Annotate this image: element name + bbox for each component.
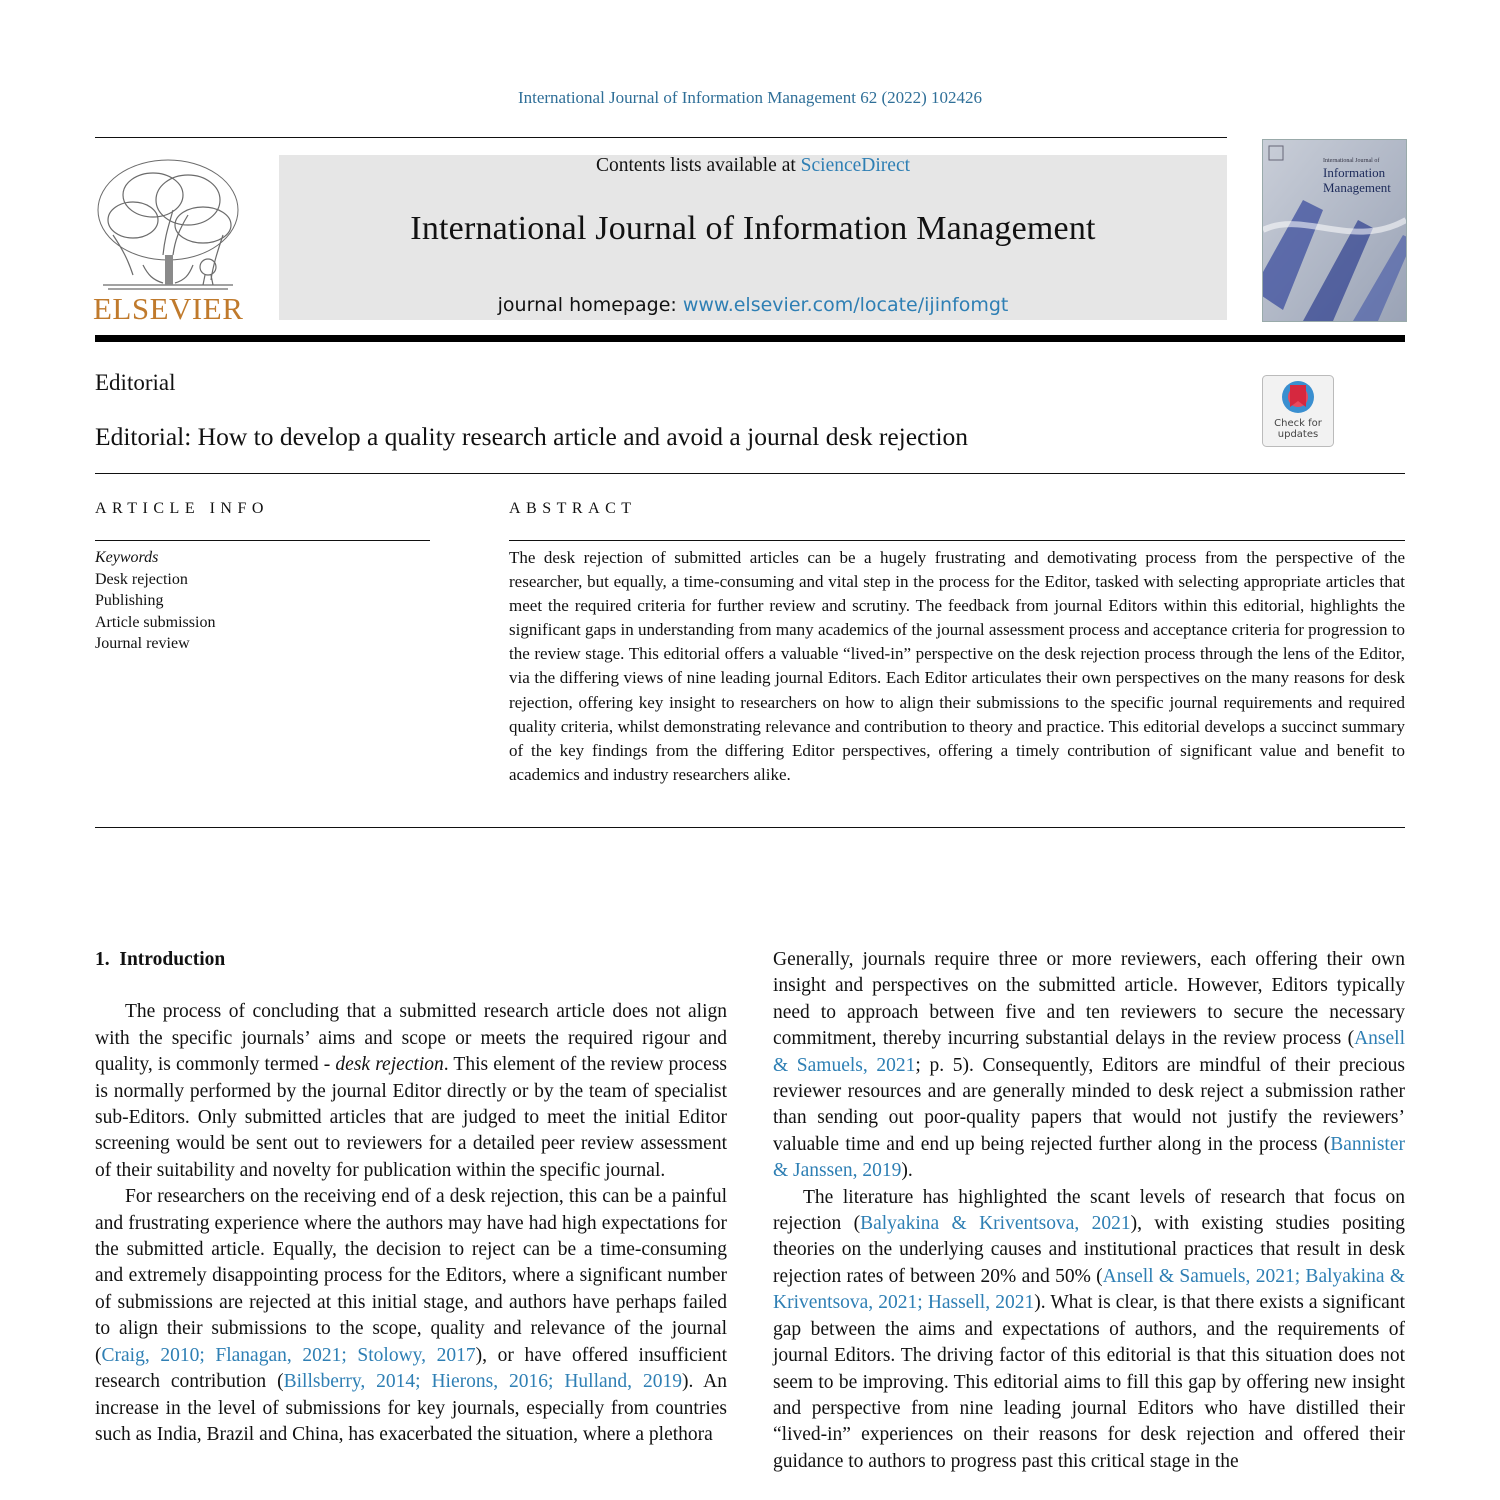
title-rule bbox=[95, 473, 1405, 474]
article-title: Editorial: How to develop a quality research article and avoid a journal desk rejection bbox=[95, 422, 969, 451]
check-for-updates-button[interactable] bbox=[1262, 375, 1334, 447]
keyword-item: Article submission bbox=[95, 613, 216, 631]
citation-link[interactable]: Balyakina & Kriventsova, 2021 bbox=[860, 1213, 1131, 1235]
abstract-heading: ABSTRACT bbox=[509, 500, 637, 517]
cover-title-line1: Information bbox=[1323, 165, 1386, 180]
section-number: 1. bbox=[95, 949, 110, 970]
section-title: Introduction bbox=[119, 949, 226, 970]
contents-line bbox=[279, 155, 1227, 177]
keywords-block bbox=[95, 547, 215, 655]
citation-link[interactable]: Billsberry, 2014; Hierons, 2016; Hulland, 2019 bbox=[283, 1371, 682, 1393]
article-info-rule bbox=[95, 540, 430, 541]
keyword-item: Desk rejection bbox=[95, 570, 188, 588]
sciencedirect-link[interactable]: ScienceDirect bbox=[800, 155, 911, 176]
paragraph-text: ). An increase in the level of submissions for key journals, especially from countries such as India, Brazil and China, has exacerbated the situation, where a plethora bbox=[95, 1371, 728, 1445]
paragraph bbox=[95, 1184, 727, 1448]
paragraph-text: The process of concluding that a submitted research article does not align with the specific journals’ aims and scope or meets the required rigour and quality, is commonly termed - bbox=[95, 1001, 727, 1076]
keyword-item: Journal review bbox=[95, 635, 190, 652]
cover-title-line2: Management bbox=[1323, 180, 1391, 195]
homepage-line bbox=[279, 294, 1227, 316]
top-rule bbox=[95, 137, 1227, 138]
body-column-right bbox=[773, 947, 1405, 1475]
cover-small-title: International Journal of bbox=[1323, 158, 1380, 164]
elsevier-logo[interactable] bbox=[93, 155, 244, 326]
check-updates-line1: Check for bbox=[1274, 418, 1322, 429]
paragraph-text: ), with existing studies positing theories on the underlying causes and institutional practices that result in desk rejection rates of between 20% and 50% ( bbox=[773, 1213, 1405, 1287]
publisher-wordmark: ELSEVIER bbox=[93, 291, 244, 326]
abstract-bottom-rule bbox=[95, 827, 1405, 828]
paragraph-text: ). What is clear, is that there exists a significant gap between the aims and expectations of authors, and the requirements of journal Editors. The driving factor of this editorial is that this situation does not seem to be improving. This editorial aims to fill this gap by offering new insight and perspective from nine leading journal Editors who have distilled their “lived-in” experiences on their reasons for desk rejection and offered their guidance to authors to progress past this critical stage in the bbox=[773, 1292, 1405, 1472]
paragraph bbox=[773, 1185, 1405, 1475]
homepage-link[interactable]: www.elsevier.com/locate/ijinfomgt bbox=[682, 294, 1009, 316]
paragraph bbox=[95, 999, 727, 1184]
citation-link[interactable]: Ansell & Samuels, 2021 bbox=[773, 1028, 1405, 1076]
abstract-rule bbox=[509, 540, 1405, 541]
article-type: Editorial bbox=[95, 370, 176, 395]
article-info-heading: ARTICLE INFO bbox=[95, 500, 269, 517]
homepage-prefix: journal homepage: bbox=[497, 294, 683, 316]
paragraph bbox=[773, 947, 1405, 1185]
citation-link[interactable]: Ansell & Samuels, 2021; Balyakina & Kriventsova, 2021; Hassell, 2021 bbox=[773, 1265, 1405, 1314]
keyword-item: Publishing bbox=[95, 592, 164, 609]
paragraph-text: ; p. 5). Consequently, Editors are mindful of their precious reviewer resources and are generally minded to desk reject a submission rather than sending out poor-quality papers that would not justify the reviewers’ valuable time and end up being rejected further along in the process ( bbox=[773, 1054, 1405, 1155]
journal-cover-thumbnail[interactable] bbox=[1262, 139, 1407, 322]
paragraph-text: . This element of the review process is normally performed by the journal Editor directly or by the team of specialist sub-Editors. Only submitted articles that are judged to meet the initial Editor screening would be sent out to reviewers for a detailed peer review assessment of their suitability and novelty for publication within the specific journal. bbox=[95, 1054, 728, 1181]
running-head[interactable]: International Journal of Information Management 62 (2022) 102426 bbox=[517, 88, 983, 107]
abstract-text: The desk rejection of submitted articles can be a hugely frustrating and demotivating process from the perspective of the researcher, but equally, a time-consuming and vital step in the process for the Editor, tasked with selecting appropriate articles that meet the required criteria for further review and scrutiny. The feedback from journal Editors within this editorial, highlights the significant gaps in understanding from many academics of the journal assessment process and acceptance criteria for progression to the review stage. This editorial offers a valuable “lived-in” perspective on the desk rejection process through the lens of the Editor, via the differing views of nine leading journal Editors. Each Editor articulates their own perspectives on the many reasons for desk rejection, offering key insight to researchers on how to align their submissions to the specific journal requirements and required quality criteria, whilst demonstrating relevance and contribution to theory and practice. This editorial develops a succinct summary of the key findings from the differing Editor perspectives, offering a timely contribution of significant value and benefit to academics and industry researchers alike. bbox=[509, 548, 1405, 784]
paragraph-text: The literature has highlighted the scant levels of research that focus on rejection ( bbox=[773, 1186, 1405, 1235]
paragraph-text: Generally, journals require three or more reviewers, each offering their own insight and perspectives on the submitted article. However, Editors typically need to approach between five and ten reviewers to secure the necessary commitment, thereby incurring substantial delays in the review process ( bbox=[773, 949, 1405, 1050]
citation-link[interactable]: Bannister & Janssen, 2019 bbox=[773, 1133, 1405, 1182]
header-thick-rule bbox=[95, 335, 1405, 342]
paragraph-text: For researchers on the receiving end of a desk rejection, this can be a painful and frustrating experience where the authors may have had high expectations for the submitted article. Equally, the decision to reject can be a time-consuming and extremely disappointing process for the Editors, where a significant number of submissions are rejected at this initial stage, and authors have perhaps failed to align their submissions to the scope, quality and relevance of the journal ( bbox=[95, 1186, 727, 1366]
paragraph-text: ). bbox=[901, 1160, 913, 1182]
journal-title: International Journal of Information Management bbox=[410, 210, 1096, 247]
paragraph-text: ), or have offered insufficient research contribution ( bbox=[95, 1344, 727, 1393]
section-heading bbox=[95, 947, 727, 973]
body-column-left bbox=[95, 947, 727, 1448]
citation-link[interactable]: Craig, 2010; Flanagan, 2021; Stolowy, 2017 bbox=[101, 1344, 476, 1366]
contents-prefix: Contents lists available at bbox=[595, 155, 801, 176]
keywords-label: Keywords bbox=[95, 549, 159, 566]
check-updates-line2: updates bbox=[1277, 429, 1319, 440]
emphasis-term: desk rejection bbox=[335, 1054, 444, 1076]
